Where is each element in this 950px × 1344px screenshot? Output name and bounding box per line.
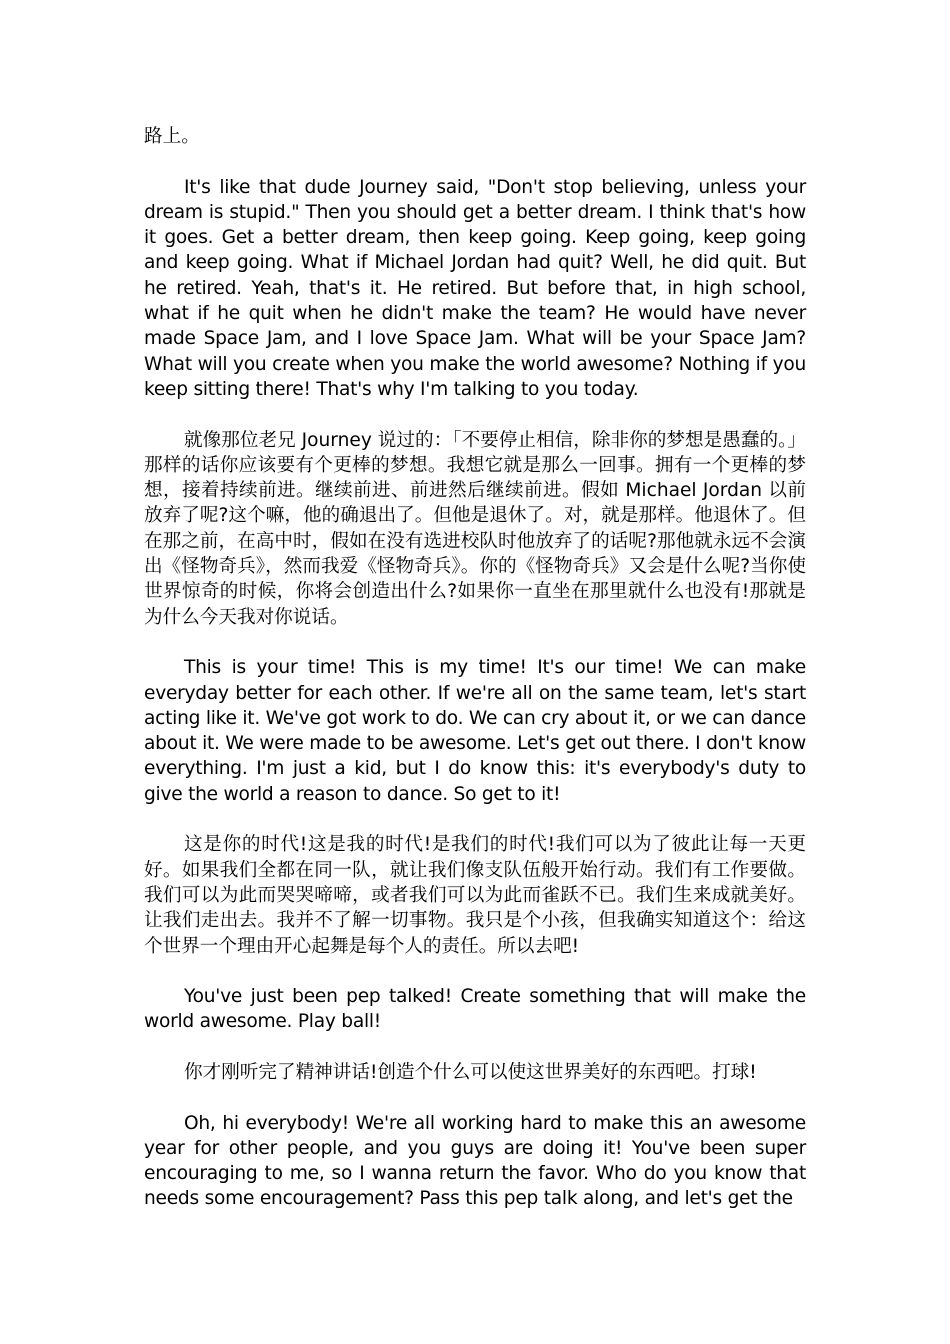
document-body [144, 124, 806, 1237]
paragraph-chinese-pep-talked: 你才刚听完了精神讲话!创造个什么可以使这世界美好的东西吧。打球! [184, 1061, 757, 1083]
paragraph-english-pep-talked: You've just been pep talked! Create something that will make the world awesome. Play ball! [144, 986, 806, 1033]
paragraph-chinese-journey: 就像那位老兄 Journey 说过的：「不要停止相信，除非你的梦想是愚蠢的。」那样的话你应该要有个更棒的梦想。我想它就是那么一回事。拥有一个更棒的梦想，接着持续前进。继续前进、前进然后继续前进。假如 Michael Jordan 以前放弃了呢?这个嘛，他的确退出了。但他是退休了。对，就是那样。他退休了。但在那之前，在高中时，假如在没有选进校队时他放弃了的话呢?那他就永远不会演出《怪物奇兵》，然而我爱《怪物奇兵》。你的《怪物奇兵》又会是什么呢?当你使世界惊奇的时候，你将会创造出什么?如果你一直坐在那里就什么也没有!那就是为什么今天我对你说话。 [144, 429, 806, 628]
paragraph-english-your-time: This is your time! This is my time! It's our time! We can make everyday better for each other. If we're all on the same team, let's start acting like it. We've got work to do. We can cry about it, or we can dance about it. We were made to be awesome. Let's get out there. I don't know everything. I'm just a kid, but I do know this: it's everybody's duty to give the world a reason to dance. So get to it! [144, 657, 806, 805]
paragraph-chinese-your-time: 这是你的时代!这是我的时代!是我们的时代!我们可以为了彼此让每一天更好。如果我们全都在同一队，就让我们像支队伍般开始行动。我们有工作要做。我们可以为此而哭哭啼啼，或者我们可以为此而雀跃不已。我们生来成就美好。让我们走出去。我并不了解一切事物。我只是个小孩，但我确实知道这个：给这个世界一个理由开心起舞是每个人的责任。所以去吧! [144, 834, 806, 957]
paragraph-continuation: 路上。 [144, 126, 200, 147]
paragraph-english-journey: It's like that dude Journey said, "Don't stop believing, unless your dream is stupid." Then you should get a better dream. I think that's how it goes. Get a better dream, then keep going. Keep going, keep going and keep going. What if Michael Jordan had quit? Well, he did quit. But he retired. Yeah, that's it. He retired. But before that, in high school, what if he quit when he didn't make the team? He would have never made Space Jam, and I love Space Jam. What will be your Space Jam? What will you create when you make the world awesome? Nothing if you keep sitting there! That's why I'm talking to you today. [144, 176, 806, 400]
paragraph-english-hi-everybody: Oh, hi everybody! We're all working hard to make this an awesome year for other people, and you guys are doing it! You've been super encouraging to me, so I wanna return the favor. Who do you know that needs some encouragement? Pass this pep talk along, and let's get the [144, 1112, 806, 1210]
